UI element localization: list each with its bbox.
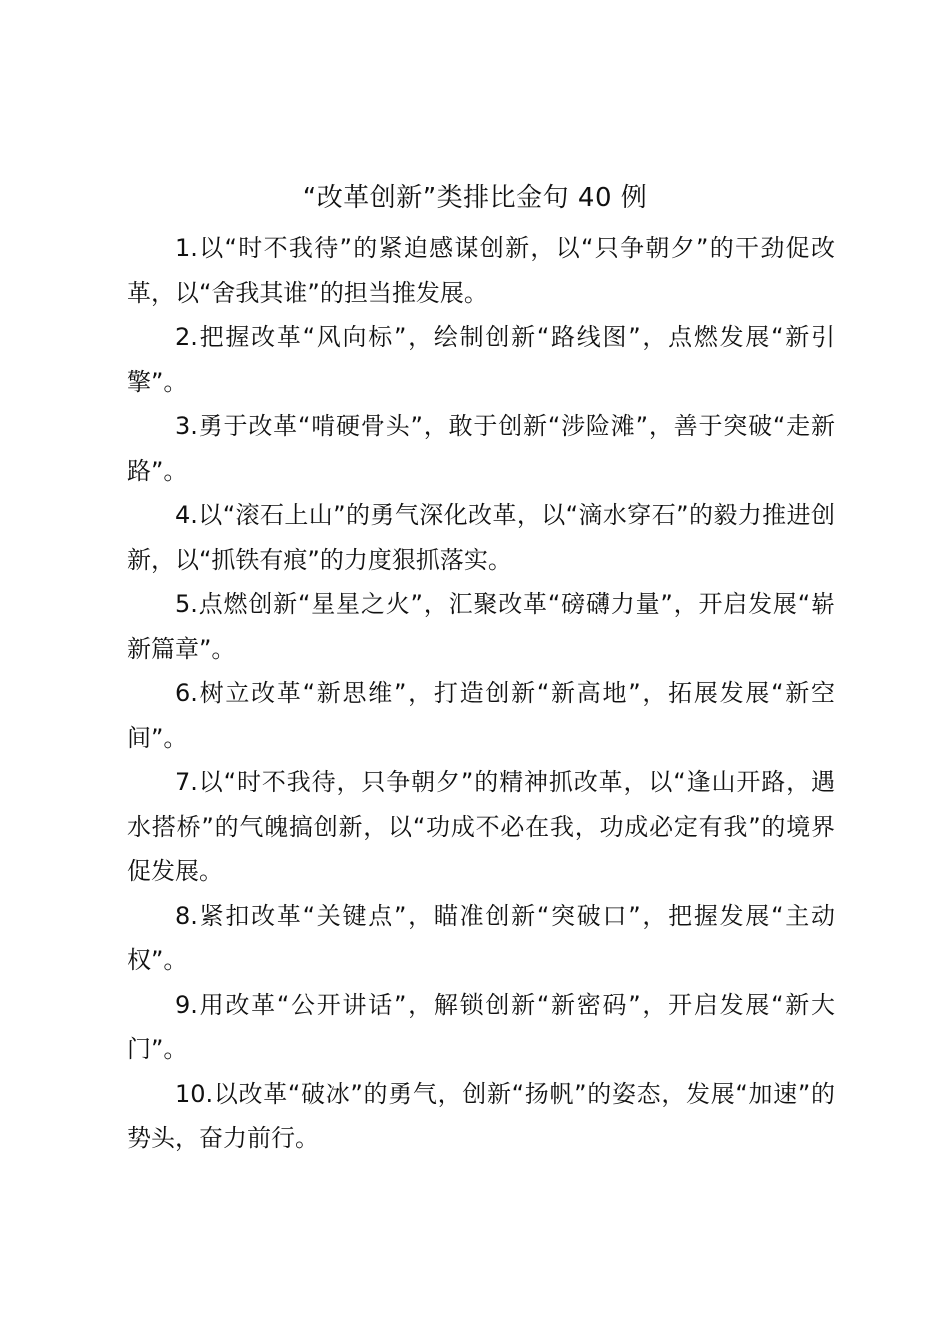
paragraph-6: 6.树立改革“新思维”，打造创新“新高地”，拓展发展“新空间”。 bbox=[127, 679, 835, 752]
paragraph-5: 5.点燃创新“星星之火”，汇聚改革“磅礴力量”，开启发展“崭新篇章”。 bbox=[127, 590, 835, 663]
paragraph-2: 2.把握改革“风向标”，绘制创新“路线图”，点燃发展“新引擎”。 bbox=[127, 323, 835, 396]
paragraph-1: 1.以“时不我待”的紧迫感谋创新，以“只争朝夕”的干劲促改革，以“舍我其谁”的担当推发展。 bbox=[127, 234, 835, 307]
paragraph-4: 4.以“滚石上山”的勇气深化改革，以“滴水穿石”的毅力推进创新，以“抓铁有痕”的力度狠抓落实。 bbox=[127, 501, 835, 574]
paragraph-3: 3.勇于改革“啃硬骨头”，敢于创新“涉险滩”，善于突破“走新路”。 bbox=[127, 412, 835, 485]
paragraph-7: 7.以“时不我待，只争朝夕”的精神抓改革，以“逢山开路，遇水搭桥”的气魄搞创新，以“功成不必在我，功成必定有我”的境界促发展。 bbox=[127, 768, 835, 885]
document-body bbox=[127, 226, 835, 1161]
paragraph-9: 9.用改革“公开讲话”，解锁创新“新密码”，开启发展“新大门”。 bbox=[127, 990, 835, 1063]
paragraph-10: 10.以改革“破冰”的勇气，创新“扬帆”的姿态，发展“加速”的势头，奋力前行。 bbox=[127, 1079, 835, 1152]
paragraph-8: 8.紧扣改革“关键点”，瞄准创新“突破口”，把握发展“主动权”。 bbox=[127, 901, 835, 974]
document-title: “改革创新”类排比金句 40 例 bbox=[302, 183, 648, 213]
